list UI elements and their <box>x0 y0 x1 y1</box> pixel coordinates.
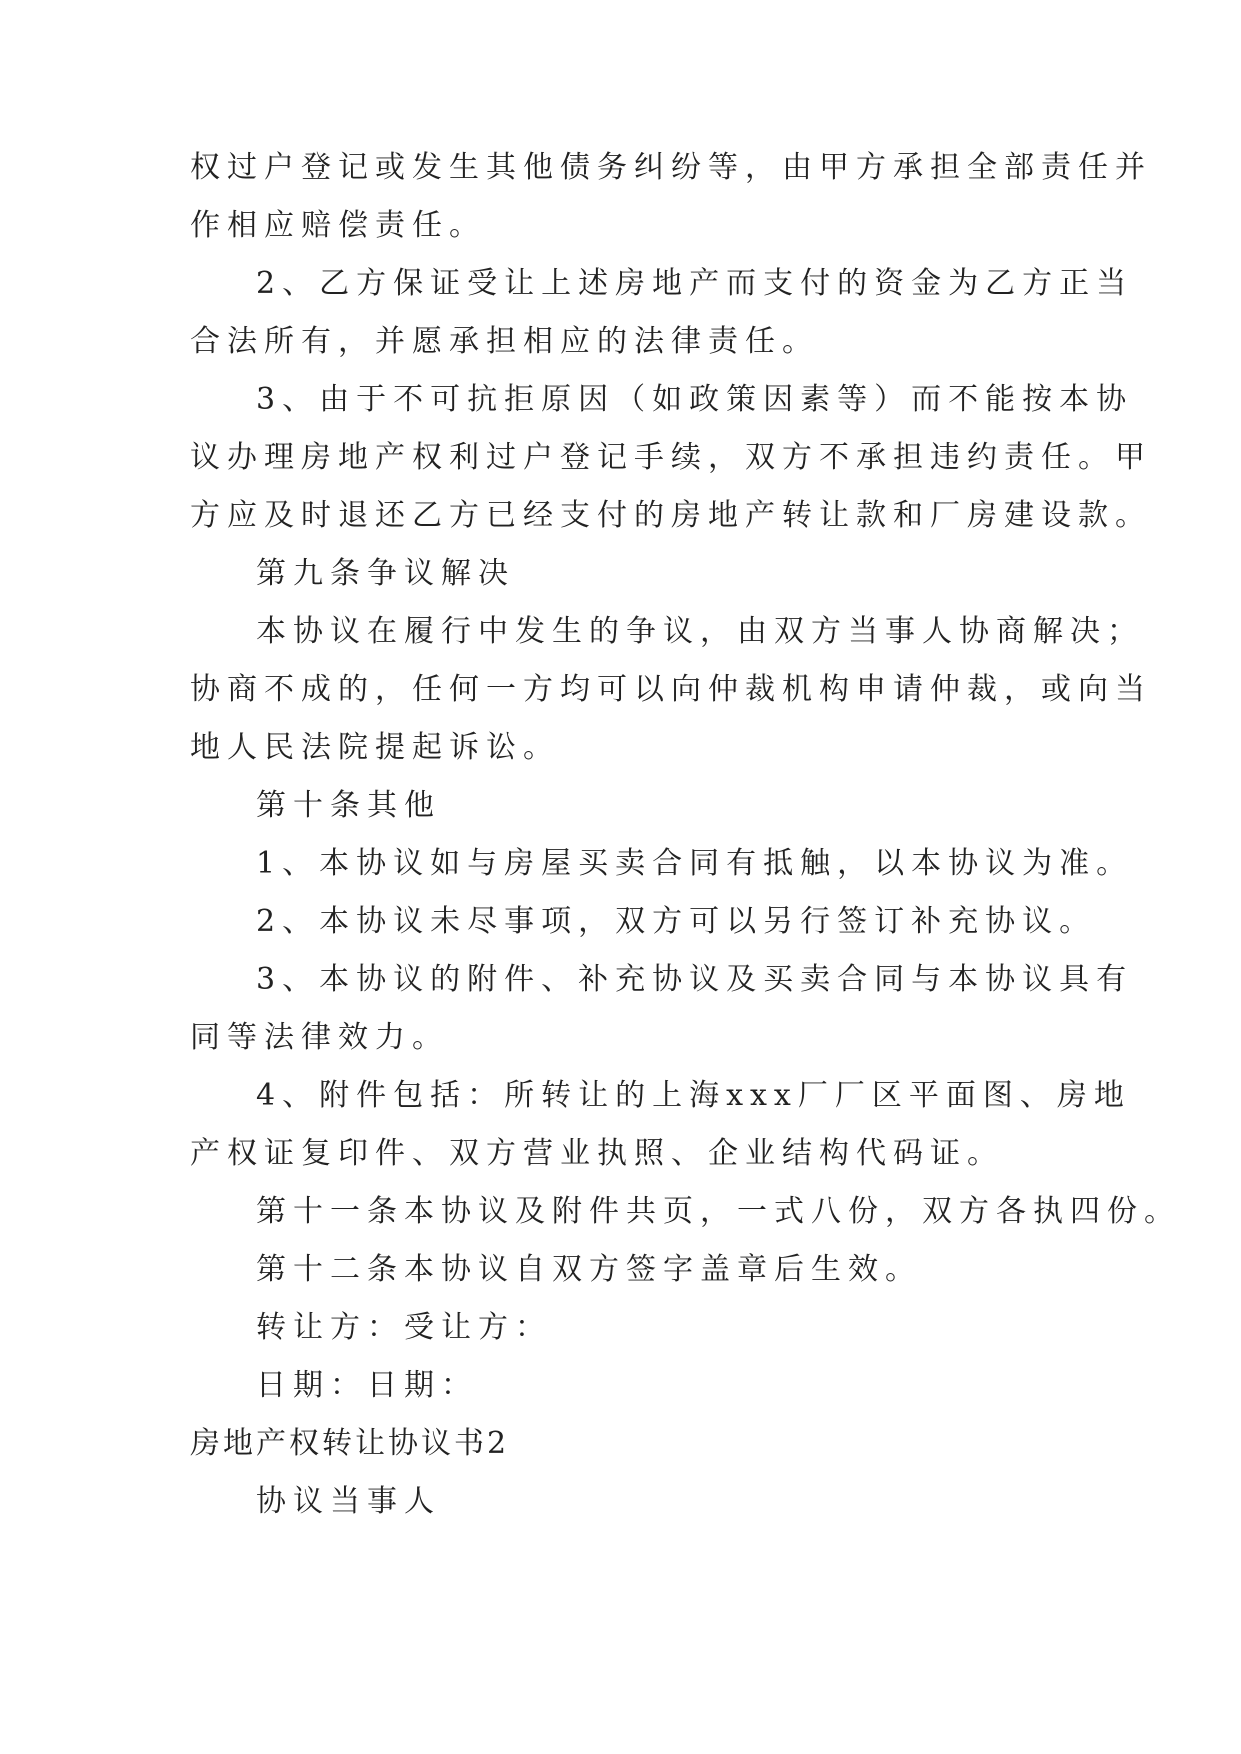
paragraph-line: 本协议在履行中发生的争议，由双方当事人协商解决； <box>256 614 1144 649</box>
paragraph-line: 产权证复印件、双方营业执照、企业结构代码证。 <box>190 1136 1004 1171</box>
signature-party-line: 转让方：受让方： <box>256 1310 552 1345</box>
paragraph-line: 1、本协议如与房屋买卖合同有抵触，以本协议为准。 <box>256 846 1134 881</box>
paragraph-line: 权过户登记或发生其他债务纠纷等，由甲方承担全部责任并 <box>190 150 1152 185</box>
paragraph-line: 3、由于不可抗拒原因（如政策因素等）而不能按本协 <box>256 382 1134 417</box>
section-heading: 第九条争议解决 <box>256 556 515 591</box>
signature-date-line: 日期：日期： <box>256 1368 478 1403</box>
paragraph-line: 议办理房地产权利过户登记手续，双方不承担违约责任。甲 <box>190 440 1152 475</box>
paragraph-line: 2、乙方保证受让上述房地产而支付的资金为乙方正当 <box>256 266 1134 301</box>
paragraph-line: 方应及时退还乙方已经支付的房地产转让款和厂房建设款。 <box>190 498 1152 533</box>
paragraph-line: 3、本协议的附件、补充协议及买卖合同与本协议具有 <box>256 962 1134 997</box>
paragraph-line: 协商不成的，任何一方均可以向仲裁机构申请仲裁，或向当 <box>190 672 1152 707</box>
paragraph-line: 2、本协议未尽事项，双方可以另行签订补充协议。 <box>256 904 1097 939</box>
paragraph-line: 同等法律效力。 <box>190 1020 449 1055</box>
paragraph-line: 第十一条本协议及附件共页，一式八份，双方各执四份。 <box>256 1194 1181 1229</box>
paragraph-line: 第十二条本协议自双方签字盖章后生效。 <box>256 1252 922 1287</box>
document-title: 房地产权转让协议书2 <box>190 1426 510 1461</box>
paragraph-line: 地人民法院提起诉讼。 <box>190 730 560 765</box>
paragraph-line: 协议当事人 <box>256 1484 441 1519</box>
paragraph-line: 合法所有，并愿承担相应的法律责任。 <box>190 324 819 359</box>
paragraph-line: 4、附件包括：所转让的上海xxx厂厂区平面图、房地 <box>256 1078 1131 1113</box>
section-heading: 第十条其他 <box>256 788 441 823</box>
paragraph-line: 作相应赔偿责任。 <box>190 208 486 243</box>
